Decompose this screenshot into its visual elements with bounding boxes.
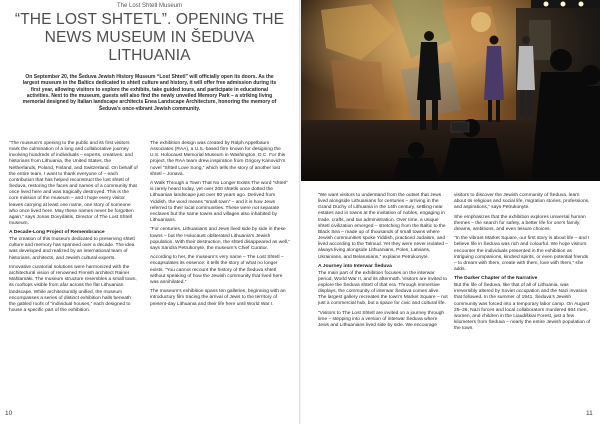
paragraph: visitors to discover the Jewish community of Šeduva, learn about its religious and social life, migration stories, professions, and aspirations,” says Petrukonytė. bbox=[454, 193, 590, 211]
paragraph: She emphasizes that the exhibition explores universal human themes – the search for safety, a better life for one’s family, dreams, ambitions, and even leisure choices. bbox=[454, 214, 586, 232]
paragraph: Innovative curatorial solutions were harmonized with the architectural vision of renowned Finnish architect Rainer Mahlamäki. The museum structure resembles a small town, its rooftops visible from afar across the flat Lithuanian landscape. While architecturally unified, the museum encompasses a series of distinct exhibition halls beneath the gabled roofs of “individual houses,” each designed to house a specific part of the exhibition. bbox=[9, 264, 137, 313]
section-kicker: The Lost Shtetl Museum bbox=[116, 3, 183, 9]
paragraph: “Visitors to The Lost Shtetl are invited on a journey through time – stepping into a version of interwar Šeduva where Jews and Lithuanians lived side by side. We encourage bbox=[318, 310, 445, 329]
paragraph: According to her, the museum’s very name – The Lost Shtetl – encapsulates its essence: it tells the story of what no longer exists. “You cannot recount the history of the Šeduva shtetl without speaking of how the Jewish community that lived here was annihilated.” bbox=[150, 255, 284, 285]
paragraph: But the life of Šeduva, like that of all of Lithuania, was irreversibly altered by Soviet occupation and the Nazi invasion that followed. In the summer of 1941, Šeduva’s Jewish community was forced into a temporary labor camp. On August 25–26, Nazi forces and local collaborators murdered 664 men, women, and children in the Liaudiškiai Forest, just a few kilometers from Šeduva – nearly the entire Jewish population of the town. bbox=[454, 283, 591, 332]
paragraph: A Walk Through a Town That No Longer Exists The word “shtetl” is rarely heard today, yet over 200 shtetls once dotted the Lithuanian landscape just over 80 years ago. Derived from Yiddish, the word means “small town” – and it is how Jews referred to their local communities. These were not separate enclaves but the same towns and villages also inhabited by Lithuanians. bbox=[150, 181, 288, 224]
paragraph: The exhibition design was created by Ralph Appelbaum Associates (RAA), a U.S.-based firm known for designing the U.S. Holocaust Memorial Museum in Washington, D.C. For this project, the RAA team drew inspiration from Grigory Kanovich’s novel “Shtetl Love Song,” which tells the story of another lost shtetl – Jonava. bbox=[150, 141, 286, 177]
text-column-2 bbox=[150, 141, 290, 311]
paragraph: “For centuries, Lithuanians and Jews lived side by side in these towns – but the Holocaust obliterated Lithuania’s Jewish population. With their destruction, the shtetl disappeared as well,” says Sandra Petrukonytė, the museum’s Chief Curator. bbox=[150, 227, 291, 251]
article-title bbox=[0, 11, 299, 65]
paragraph: The creation of this museum dedicated to preserving shtetl culture and memory has spanned over a decade. The idea was developed and realized by an international team of historians, architects, and Jewish cultural experts. bbox=[9, 237, 135, 261]
lead-paragraph: On September 20, the Šeduva Jewish History Museum “Lost Shtetl” will officially open its doors. As the largest museum in the Baltics dedicated to shtetl culture and history, it will offer free admission during its first year, allowing visitors to explore the exhibits, take guided tours, and participate in educational activities. Next to the museum, guests will also find the newly unveiled Memory Park – a striking living memorial designed by Italian landscape architects Enea Landscape Architecture, honoring the memory of Šeduva’s once-vibrant Jewish community. bbox=[22, 74, 277, 112]
paragraph: The main part of the exhibition focuses on the interwar period, World War II, and its aftermath. Visitors are invited to explore the Šeduva shtetl of that era. Through immersive displays, the community of interwar Šeduva comes alive. The largest gallery recreates the town’s Market Square – not just a commercial hub, but a space for civic and cultural life. bbox=[318, 270, 448, 307]
subheading: The Darker Chapter of the Narrative bbox=[454, 276, 538, 282]
subheading: A Journey into Interwar Šeduva bbox=[318, 263, 392, 269]
text-column-1 bbox=[9, 141, 139, 317]
title-line-2: NEWS MUSEUM IN ŠEDUVA bbox=[44, 29, 255, 46]
page-number-right: 11 bbox=[586, 410, 593, 417]
paragraph: The museum’s exhibition spans ten galleries, beginning with an introductory film tracing the arrival of Jews to the territory of present-day Lithuania and their life here until World War I. bbox=[150, 289, 286, 307]
text-column-4 bbox=[454, 193, 591, 336]
text-column-3 bbox=[318, 193, 448, 332]
page-number-left: 10 bbox=[5, 410, 13, 417]
exhibition-photo-illustration bbox=[301, 0, 600, 181]
paragraph: “The museum’s opening to the public and its first visitors mark the culmination of a long and collaborative journey involving hundreds of individuals – experts, creatives, and historians from Lithuania, the United States, the Netherlands, Poland, Finland, and Switzerland. On behalf of the entire team, I want to thank everyone of – each contribution that has helped reconstruct the lost shtetl of Šeduva, restoring the faces and names of a community that once lived here and was tragically destroyed. This is the core mission of the museum – and I hope every visitor leaves carrying at least one name, one story of someone who once lived here. May these names never be forgotten again,” says Jonas Dovydaitis, Director of The Lost Shtetl museum. bbox=[9, 141, 138, 227]
exhibition-photo bbox=[301, 0, 600, 181]
title-line-3: LITHUANIA bbox=[108, 47, 191, 64]
title-line-1: “THE LOST SHTETL”. OPENING THE bbox=[14, 11, 285, 28]
paragraph: “We want visitors to understand from the outset that Jews lived alongside Lithuanians for centuries – arriving in the Grand Duchy of Lithuania in the 14th century, settling near estates and in towns at the invitation of nobles, engaging in trade, crafts, and tax administration. Over time, a unique shtetl civilization emerged – stretching from the Baltic to the Black Sea – made up of thousands of small towns where Jewish communities spoke Yiddish, practiced Judaism, and lived according to the Talmud. Yet they were never isolated – always living alongside Lithuanians, Poles, Latvians, Ukrainians, and Belarusians,” explains Petrukonytė. bbox=[318, 193, 448, 260]
subheading: A Decade-Long Project of Remembrance bbox=[9, 230, 105, 236]
paragraph: “In the vibrant Market Square, our first story is about life – and I believe life in Šeduva was rich and colourful. We hope visitors encounter the individuals presented in the exhibition as intriguing companions, kindred spirits, or even potential friends – to dream with them, create with them, love with them,” she adds. bbox=[454, 236, 590, 273]
